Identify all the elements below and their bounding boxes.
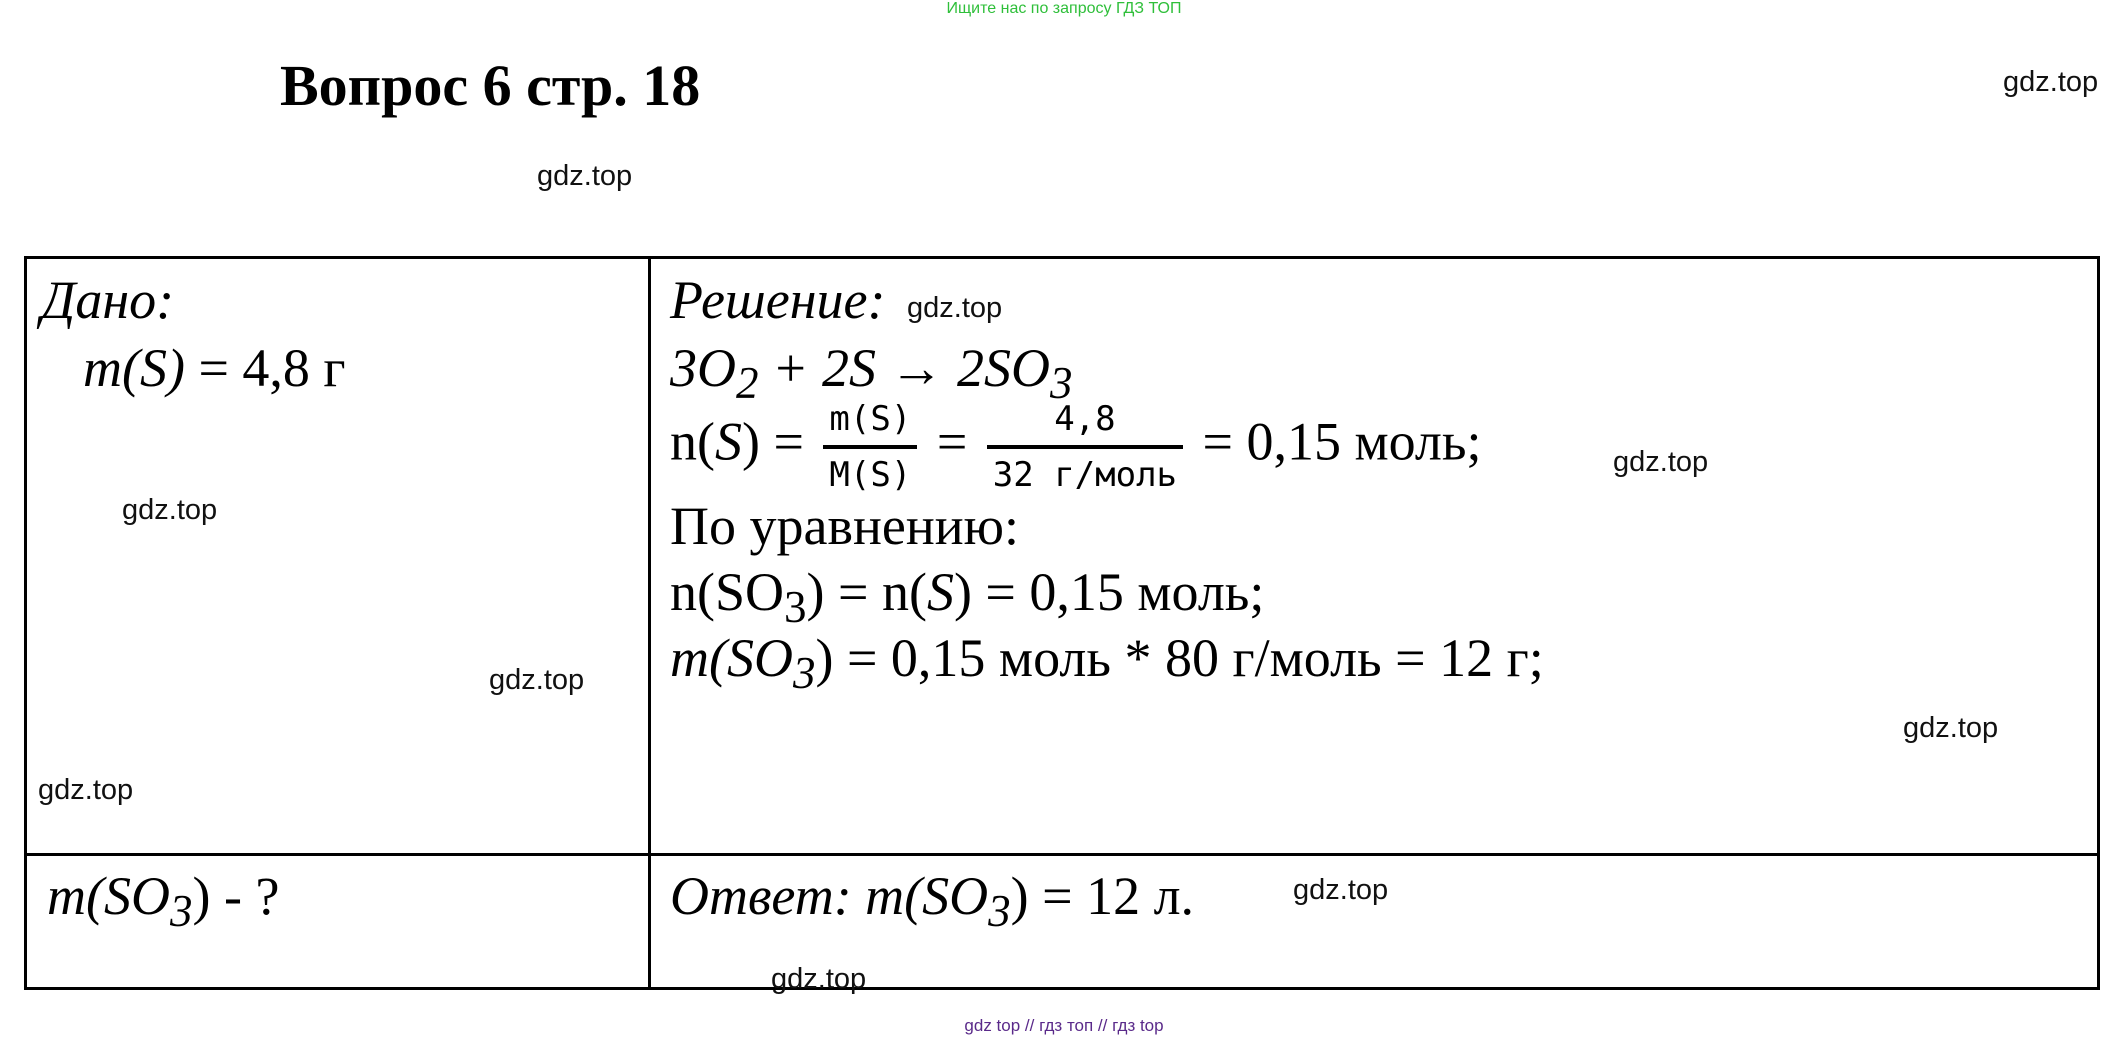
- watermark: gdz.top: [2003, 66, 2099, 98]
- calc-text: n(SO: [670, 562, 785, 622]
- calc-text: ) =: [741, 411, 804, 472]
- answer-value: ) = 12 л.: [1010, 866, 1195, 926]
- watermark: gdz.top: [1903, 712, 1999, 744]
- given-mass-value: = 4,8 г: [184, 338, 346, 398]
- watermark: gdz.top: [537, 160, 633, 192]
- fraction-denominator: 32 г/моль: [992, 455, 1178, 495]
- reaction-subscript: 2: [736, 357, 759, 408]
- answer-label: Ответ: m(SO: [670, 866, 989, 926]
- fraction-values: [987, 399, 1183, 495]
- watermark: gdz.top: [1613, 446, 1709, 478]
- fraction-numerator: 4,8: [987, 399, 1183, 449]
- solution-heading: Решение:: [670, 270, 886, 330]
- find-label: m(SO: [47, 866, 170, 926]
- calc-subscript: 3: [784, 581, 807, 632]
- calc-text: ) = 0,15 моль * 80 г/моль = 12 г;: [815, 628, 1544, 688]
- fraction-numerator: m(S): [823, 399, 917, 449]
- bottom-links[interactable]: gdz top // гдз топ // гдз top: [964, 1016, 1164, 1035]
- watermark: gdz.top: [38, 774, 134, 806]
- calc-text: ) = n(: [806, 562, 927, 622]
- moles-calculation: [670, 399, 1482, 495]
- watermark: gdz.top: [1293, 874, 1389, 906]
- watermark: gdz.top: [122, 494, 218, 526]
- reaction-subscript: 3: [1049, 357, 1073, 408]
- reaction-part: + 2S → 2SO: [758, 338, 1050, 398]
- given-heading: Дано:: [41, 270, 175, 330]
- calc-text: ) = 0,15 моль;: [953, 562, 1265, 622]
- calc-text: =: [936, 411, 968, 472]
- fraction-mass-over-molar: [823, 399, 917, 495]
- calc-result: = 0,15 моль;: [1202, 411, 1482, 472]
- watermark: gdz.top: [907, 292, 1003, 324]
- find-tail: ) - ?: [192, 866, 280, 926]
- fraction-denominator: M(S): [829, 455, 912, 495]
- calc-text: n(: [670, 411, 715, 472]
- watermark: gdz.top: [489, 664, 585, 696]
- page-title: Вопрос 6 стр. 18: [280, 53, 701, 118]
- top-banner: Ищите нас по запросу ГДЗ ТОП: [946, 0, 1182, 17]
- calc-subscript: 3: [792, 647, 816, 698]
- calc-text: m(SO: [670, 628, 793, 688]
- moles-so3: [670, 561, 1264, 633]
- given-mass-label: m(S): [83, 338, 185, 398]
- answer-subscript: 3: [988, 885, 1011, 936]
- watermark: gdz.top: [771, 963, 867, 995]
- row-divider: [27, 853, 2097, 856]
- calc-variable: S: [714, 411, 742, 472]
- given-mass: [83, 337, 346, 399]
- reaction-part: 3O: [670, 338, 736, 398]
- answer: [670, 865, 1194, 937]
- mass-so3: [670, 627, 1544, 699]
- calc-variable: S: [926, 562, 954, 622]
- column-divider: [648, 259, 651, 987]
- find-subscript: 3: [169, 885, 193, 936]
- find-quantity: [47, 865, 279, 937]
- solution-table: [24, 256, 2100, 990]
- by-equation-label: По уравнению:: [670, 496, 1019, 556]
